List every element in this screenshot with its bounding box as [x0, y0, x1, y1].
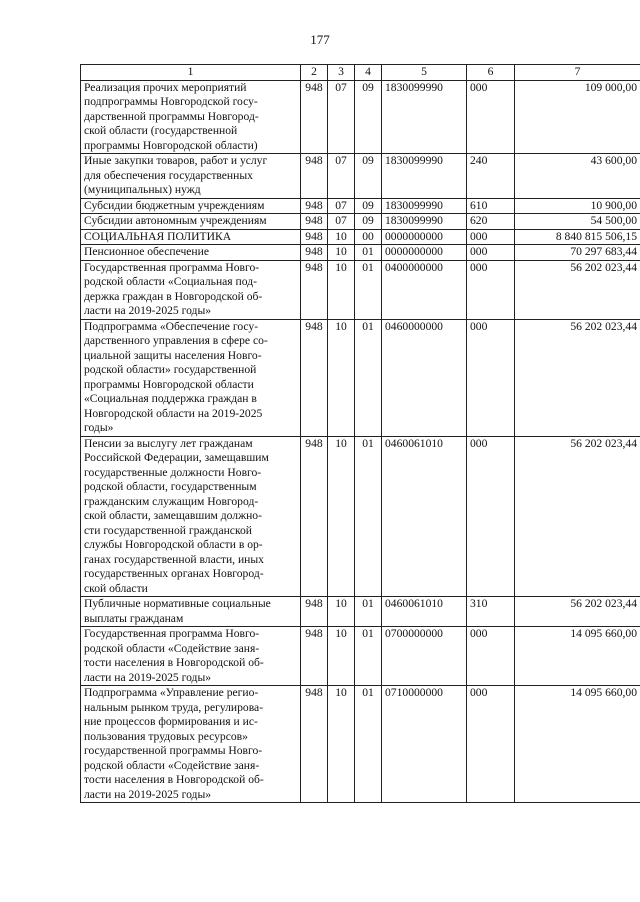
- column-header-3: 3: [328, 65, 355, 81]
- row-name-line: родской области» государственной: [84, 363, 257, 376]
- row-name-line: государственные должности Новго-: [84, 465, 262, 479]
- expense-type-cell: 310: [467, 597, 515, 627]
- row-name-cell: [81, 319, 301, 436]
- row-name-line: тости населения в Новгородской об-: [84, 773, 264, 786]
- target-article-cell: 1830099990: [382, 154, 467, 199]
- row-name-line: ласти на 2019-2025 годы»: [84, 304, 212, 317]
- row-name-line: родской области, государственным: [84, 480, 257, 493]
- section-code-cell: 10: [328, 229, 355, 245]
- row-name-cell: [81, 627, 301, 686]
- row-name-line: программы Новгородской области: [84, 377, 254, 391]
- target-article-cell: 0000000000: [382, 245, 467, 261]
- row-name-line: циальной защиты населения Новго-: [84, 348, 262, 362]
- section-code-cell: 10: [328, 436, 355, 597]
- target-article-cell: 1830099990: [382, 214, 467, 230]
- row-name-line: Иные закупки товаров, работ и услуг: [84, 154, 268, 167]
- section-code-cell: 07: [328, 154, 355, 199]
- subsection-code-cell: 01: [355, 245, 382, 261]
- row-name-line: ской области, замещавшим должно-: [84, 509, 262, 522]
- row-name-line: пользования трудовых ресурсов»: [84, 729, 248, 743]
- ved-code-cell: 948: [301, 80, 328, 154]
- row-name-line: Реализация прочих мероприятий: [84, 80, 247, 94]
- subsection-code-cell: 01: [355, 627, 382, 686]
- expense-type-cell: 000: [467, 627, 515, 686]
- section-code-cell: 07: [328, 80, 355, 154]
- ved-code-cell: 948: [301, 597, 328, 627]
- row-name-line: держка граждан в Новгородской об-: [84, 289, 263, 303]
- table-row: [81, 436, 640, 597]
- row-name-line: ганах государственной власти, иных: [84, 552, 264, 566]
- ved-code-cell: 948: [301, 686, 328, 803]
- target-article-cell: 0400000000: [382, 260, 467, 319]
- row-name-line: гражданским служащим Новгород-: [84, 494, 259, 508]
- section-code-cell: 10: [328, 319, 355, 436]
- subsection-code-cell: 09: [355, 154, 382, 199]
- table-row: [81, 229, 640, 245]
- row-name-line: сти государственной гражданской: [84, 523, 252, 537]
- ved-code-cell: 948: [301, 260, 328, 319]
- row-name-line: программы Новгородской области): [84, 138, 258, 152]
- ved-code-cell: 948: [301, 627, 328, 686]
- column-header-6: 6: [467, 65, 515, 81]
- row-name-line: для обеспечения государственных: [84, 168, 253, 182]
- column-header-4: 4: [355, 65, 382, 81]
- row-name-line: нальным рынком труда, регулирова-: [84, 700, 264, 714]
- amount-cell: 10 900,00: [515, 198, 640, 214]
- row-name-line: выплаты гражданам: [84, 611, 184, 625]
- section-code-cell: 07: [328, 198, 355, 214]
- target-article-cell: 0460061010: [382, 436, 467, 597]
- table-row: [81, 319, 640, 436]
- expense-type-cell: 000: [467, 229, 515, 245]
- row-name-line: Государственная программа Новго-: [84, 260, 260, 274]
- target-article-cell: 1830099990: [382, 80, 467, 154]
- table-row: [81, 686, 640, 803]
- expense-type-cell: 000: [467, 436, 515, 597]
- ved-code-cell: 948: [301, 319, 328, 436]
- section-code-cell: 10: [328, 245, 355, 261]
- expense-type-cell: 620: [467, 214, 515, 230]
- ved-code-cell: 948: [301, 198, 328, 214]
- column-header-7: 7: [515, 65, 640, 81]
- table-body: [81, 80, 640, 803]
- target-article-cell: 0710000000: [382, 686, 467, 803]
- subsection-code-cell: 01: [355, 260, 382, 319]
- row-name-cell: [81, 214, 301, 230]
- row-name-line: ласти на 2019-2025 годы»: [84, 670, 212, 684]
- row-name-line: дарственной программы Новгород-: [84, 109, 259, 123]
- table-row: [81, 260, 640, 319]
- subsection-code-cell: 01: [355, 597, 382, 627]
- row-name-cell: [81, 436, 301, 597]
- row-name-cell: [81, 260, 301, 319]
- row-name-cell: [81, 245, 301, 261]
- section-code-cell: 07: [328, 214, 355, 230]
- row-name-line: ласти на 2019-2025 годы»: [84, 787, 212, 801]
- row-name-cell: [81, 154, 301, 199]
- row-name-line: тости населения в Новгородской об-: [84, 656, 264, 669]
- row-name-line: (муниципальных) нужд: [84, 183, 201, 196]
- amount-cell: 70 297 683,44: [515, 245, 640, 261]
- row-name-line: годы»: [84, 421, 114, 434]
- section-code-cell: 10: [328, 627, 355, 686]
- column-header-2: 2: [301, 65, 328, 81]
- row-name-line: государственных органах Новгород-: [84, 567, 264, 580]
- amount-cell: 14 095 660,00: [515, 686, 640, 803]
- target-article-cell: 0700000000: [382, 627, 467, 686]
- row-name-line: Российской Федерации, замещавшим: [84, 451, 269, 464]
- amount-cell: 56 202 023,44: [515, 260, 640, 319]
- ved-code-cell: 948: [301, 436, 328, 597]
- target-article-cell: 0460000000: [382, 319, 467, 436]
- target-article-cell: 0460061010: [382, 597, 467, 627]
- row-name-line: ние процессов формирования и ис-: [84, 715, 258, 728]
- subsection-code-cell: 00: [355, 229, 382, 245]
- amount-cell: 14 095 660,00: [515, 627, 640, 686]
- row-name-line: «Социальная поддержка граждан в: [84, 392, 257, 405]
- row-name-line: Новгородской области на 2019-2025: [84, 406, 263, 420]
- subsection-code-cell: 01: [355, 319, 382, 436]
- table-header-row: [81, 65, 640, 81]
- expense-type-cell: 000: [467, 245, 515, 261]
- subsection-code-cell: 09: [355, 80, 382, 154]
- row-name-cell: [81, 80, 301, 154]
- section-code-cell: 10: [328, 686, 355, 803]
- row-name-line: государственной программы Новго-: [84, 744, 263, 757]
- amount-cell: 56 202 023,44: [515, 319, 640, 436]
- ved-code-cell: 948: [301, 154, 328, 199]
- budget-table: [80, 64, 640, 803]
- row-name-line: родской области «Содействие заня-: [84, 758, 260, 772]
- subsection-code-cell: 01: [355, 686, 382, 803]
- expense-type-cell: 000: [467, 80, 515, 154]
- amount-cell: 8 840 815 506,15: [515, 229, 640, 245]
- row-name-line: Подпрограмма «Управление регио-: [84, 686, 259, 699]
- ved-code-cell: 948: [301, 229, 328, 245]
- table-row: [81, 245, 640, 261]
- table-row: [81, 198, 640, 214]
- row-name-line: службы Новгородской области в ор-: [84, 538, 263, 551]
- amount-cell: 109 000,00: [515, 80, 640, 154]
- amount-cell: 56 202 023,44: [515, 597, 640, 627]
- row-name-line: Субсидии автономным учреждениям: [84, 214, 267, 227]
- row-name-line: Публичные нормативные социальные: [84, 597, 271, 610]
- table-row: [81, 627, 640, 686]
- table-row: [81, 154, 640, 199]
- row-name-cell: [81, 198, 301, 214]
- subsection-code-cell: 09: [355, 214, 382, 230]
- target-article-cell: 0000000000: [382, 229, 467, 245]
- ved-code-cell: 948: [301, 245, 328, 261]
- expense-type-cell: 000: [467, 686, 515, 803]
- row-name-line: ской области: [84, 581, 148, 595]
- row-name-line: Пенсионное обеспечение: [84, 245, 209, 258]
- expense-type-cell: 240: [467, 154, 515, 199]
- row-name-line: СОЦИАЛЬНАЯ ПОЛИТИКА: [84, 229, 232, 243]
- ved-code-cell: 948: [301, 214, 328, 230]
- row-name-line: подпрограммы Новгородской госу-: [84, 95, 258, 108]
- expense-type-cell: 000: [467, 260, 515, 319]
- expense-type-cell: 000: [467, 319, 515, 436]
- table-row: [81, 214, 640, 230]
- row-name-cell: [81, 597, 301, 627]
- row-name-cell: [81, 229, 301, 245]
- row-name-line: Субсидии бюджетным учреждениям: [84, 198, 265, 212]
- row-name-line: Государственная программа Новго-: [84, 627, 260, 640]
- table-row: [81, 80, 640, 154]
- row-name-line: родской области «Содействие заня-: [84, 641, 260, 655]
- target-article-cell: 1830099990: [382, 198, 467, 214]
- row-name-line: Подпрограмма «Обеспечение госу-: [84, 319, 259, 333]
- column-header-5: 5: [382, 65, 467, 81]
- subsection-code-cell: 01: [355, 436, 382, 597]
- row-name-line: дарственного управления в сфере со-: [84, 334, 268, 347]
- subsection-code-cell: 09: [355, 198, 382, 214]
- row-name-cell: [81, 686, 301, 803]
- row-name-line: родской области «Социальная под-: [84, 275, 257, 288]
- page-number: 177: [310, 32, 330, 47]
- section-code-cell: 10: [328, 260, 355, 319]
- section-code-cell: 10: [328, 597, 355, 627]
- column-header-1: 1: [81, 65, 301, 81]
- expense-type-cell: 610: [467, 198, 515, 214]
- table-row: [81, 597, 640, 627]
- row-name-line: ской области (государственной: [84, 124, 238, 137]
- amount-cell: 54 500,00: [515, 214, 640, 230]
- row-name-line: Пенсии за выслугу лет гражданам: [84, 436, 253, 450]
- amount-cell: 56 202 023,44: [515, 436, 640, 597]
- amount-cell: 43 600,00: [515, 154, 640, 199]
